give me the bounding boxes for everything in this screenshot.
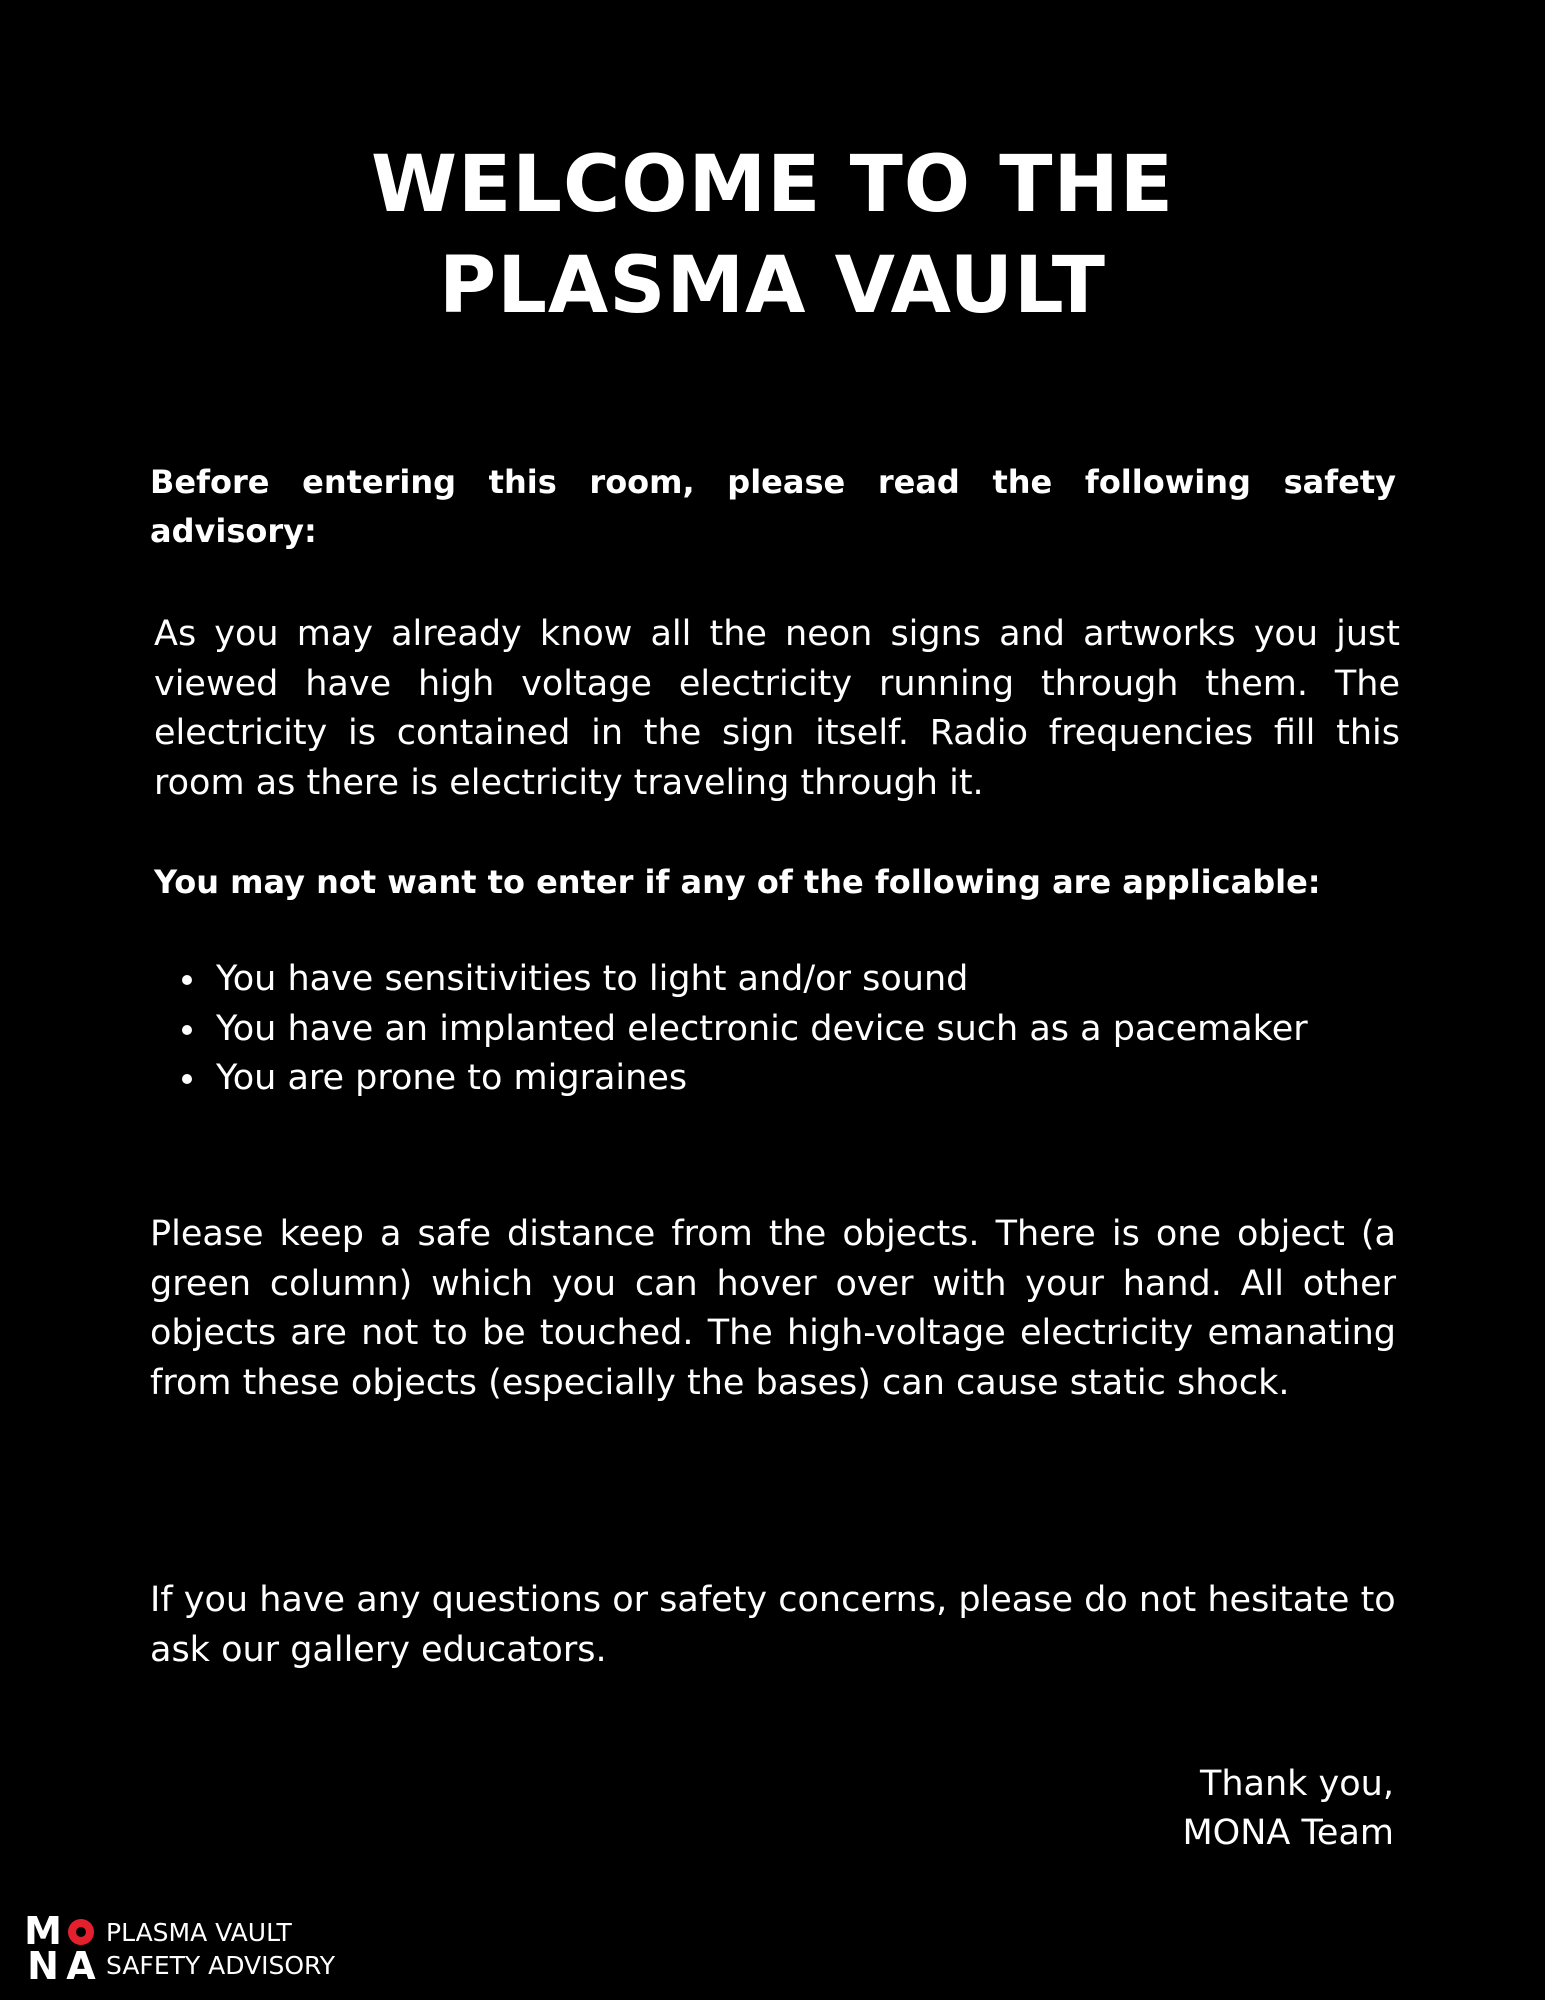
bullet-icon — [182, 1025, 192, 1035]
questions-paragraph: If you have any questions or safety concerns, please do not hesitate to ask our gallery educators. — [150, 1580, 1396, 1670]
signoff-line-1: Thank you, — [1199, 1764, 1394, 1804]
list-item — [154, 1054, 1400, 1104]
bullet-icon — [182, 1074, 192, 1084]
logo-letter: M — [24, 1909, 62, 1953]
page-title — [0, 135, 1545, 337]
title-line-1: WELCOME TO THE — [370, 140, 1175, 230]
warning-heading: You may not want to enter if any of the following are applicable: — [154, 863, 1321, 901]
mona-logo — [24, 1909, 100, 1988]
signoff — [1182, 1760, 1394, 1858]
intro-text: Before entering this room, please read the following safety advisory: — [150, 463, 1396, 550]
logo-letter: A — [66, 1944, 96, 1988]
logo-letter: N — [27, 1944, 59, 1988]
bullet-icon — [182, 975, 192, 985]
footer-line-2: SAFETY ADVISORY — [106, 1951, 336, 1980]
title-line-2: PLASMA VAULT — [439, 241, 1106, 331]
condition-text: You have an implanted electronic device such as a pacemaker — [216, 1008, 1308, 1049]
distance-paragraph: Please keep a safe distance from the objects. There is one object (a green column) which you can hover over with your hand. All other objects are not to be touched. The high-voltage electricity emanating from these objects (especially the bases) can cause static shock. — [150, 1214, 1396, 1403]
conditions-list — [154, 955, 1400, 1104]
electricity-paragraph: As you may already know all the neon signs and artworks you just viewed have high voltage electricity running through them. The electricity is contained in the sign itself. Radio frequencies fill this room as there is electricity traveling through it. — [154, 614, 1400, 803]
footer-line-1: PLASMA VAULT — [106, 1918, 292, 1947]
list-item — [154, 955, 1400, 1005]
footer — [24, 1909, 336, 1988]
condition-text: You have sensitivities to light and/or sound — [216, 959, 969, 999]
footer-caption — [106, 1916, 335, 1982]
condition-text: You are prone to migraines — [216, 1058, 688, 1098]
signoff-line-2: MONA Team — [1182, 1813, 1394, 1853]
list-item — [154, 1005, 1400, 1055]
